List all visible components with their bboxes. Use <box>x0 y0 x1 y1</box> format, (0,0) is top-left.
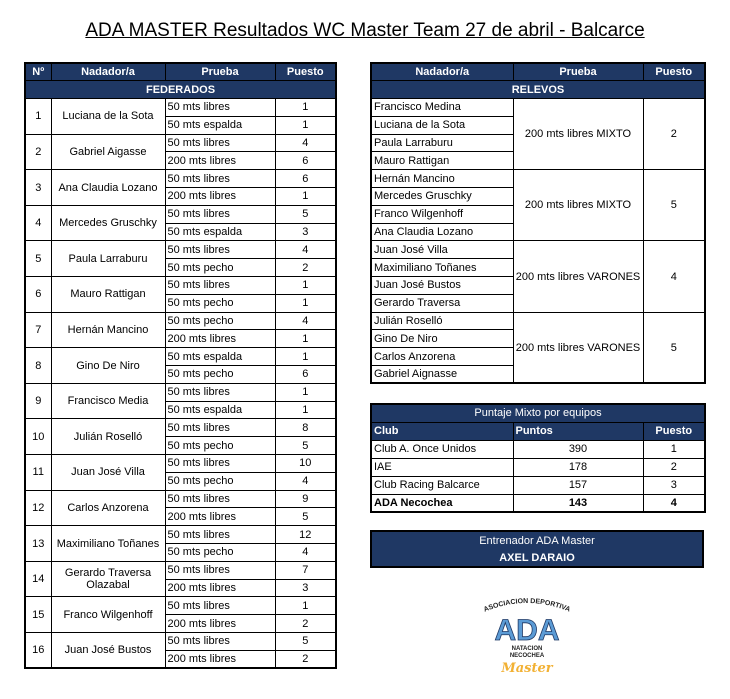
relay-event: 200 mts libres MIXTO <box>513 99 643 170</box>
event-place: 6 <box>275 366 336 384</box>
relay-place: 5 <box>643 312 705 383</box>
event-name: 50 mts libres <box>165 205 275 223</box>
club-place: 2 <box>643 458 705 476</box>
relay-member: Gabriel Aignasse <box>371 366 513 384</box>
table-row <box>25 419 336 437</box>
relay-member: Francisco Medina <box>371 99 513 117</box>
club-points: 157 <box>513 476 643 494</box>
logo-master: Master <box>501 661 553 676</box>
relay-member: Gerardo Traversa <box>371 294 513 312</box>
event-place: 5 <box>275 633 336 651</box>
event-place: 1 <box>275 330 336 348</box>
event-place: 6 <box>275 152 336 170</box>
event-place: 1 <box>275 116 336 134</box>
relay-member: Carlos Anzorena <box>371 348 513 366</box>
club-name: ADA Necochea <box>371 494 513 512</box>
logo-letters: ADA <box>494 614 560 647</box>
event-place: 4 <box>275 241 336 259</box>
relay-event: 200 mts libres VARONES <box>513 241 643 312</box>
swimmer-name: Paula Larraburu <box>51 241 165 277</box>
event-name: 50 mts pecho <box>165 366 275 384</box>
event-name: 50 mts espalda <box>165 116 275 134</box>
relay-member: Mercedes Gruschky <box>371 188 513 206</box>
swimmer-name: Gabriel Aigasse <box>51 134 165 170</box>
col-header-points: Puntos <box>513 422 643 440</box>
col-header-club: Club <box>371 422 513 440</box>
table-header-row <box>25 63 336 81</box>
club-place: 4 <box>643 494 705 512</box>
table-row <box>25 312 336 330</box>
table-row <box>25 383 336 401</box>
team-score-title: Puntaje Mixto por equipos <box>371 404 705 422</box>
event-name: 50 mts pecho <box>165 544 275 562</box>
event-place: 4 <box>275 312 336 330</box>
col-header-place: Puesto <box>643 63 705 81</box>
table-row <box>371 440 705 458</box>
relay-member: Hernán Mancino <box>371 170 513 188</box>
relay-member: Julián Roselló <box>371 312 513 330</box>
event-name: 50 mts espalda <box>165 223 275 241</box>
team-score-table <box>370 403 706 513</box>
swimmer-name: Ana Claudia Lozano <box>51 170 165 206</box>
relay-member: Paula Larraburu <box>371 134 513 152</box>
col-header-place: Puesto <box>643 422 705 440</box>
table-row <box>25 170 336 188</box>
logo-natacion: NATACION <box>511 646 543 652</box>
relay-place: 2 <box>643 99 705 170</box>
club-points: 178 <box>513 458 643 476</box>
table-header-row <box>371 422 705 440</box>
swimmer-number: 4 <box>25 205 51 241</box>
swimmer-number: 15 <box>25 597 51 633</box>
event-name: 200 mts libres <box>165 188 275 206</box>
event-name: 50 mts libres <box>165 633 275 651</box>
swimmer-name: Maximiliano Toñanes <box>51 526 165 562</box>
relay-member: Juan José Bustos <box>371 277 513 295</box>
event-name: 200 mts libres <box>165 508 275 526</box>
event-name: 200 mts libres <box>165 330 275 348</box>
relay-member: Gino De Niro <box>371 330 513 348</box>
event-place: 9 <box>275 490 336 508</box>
relay-place: 5 <box>643 170 705 241</box>
swimmer-number: 16 <box>25 633 51 669</box>
table-row <box>371 494 705 512</box>
club-place: 3 <box>643 476 705 494</box>
logo-necochea: NECOCHEA <box>509 653 545 659</box>
event-place: 2 <box>275 259 336 277</box>
swimmer-name: Luciana de la Sota <box>51 99 165 135</box>
event-place: 2 <box>275 615 336 633</box>
event-place: 1 <box>275 99 336 117</box>
event-place: 1 <box>275 383 336 401</box>
table-row <box>25 99 336 117</box>
table-row <box>25 526 336 544</box>
col-header-event: Prueba <box>513 63 643 81</box>
event-name: 50 mts pecho <box>165 312 275 330</box>
swimmer-name: Carlos Anzorena <box>51 490 165 526</box>
section-federados: FEDERADOS <box>25 81 336 99</box>
relays-table <box>370 62 706 384</box>
event-place: 1 <box>275 597 336 615</box>
swimmer-number: 2 <box>25 134 51 170</box>
club-points: 390 <box>513 440 643 458</box>
coach-box <box>370 530 704 568</box>
event-name: 50 mts libres <box>165 597 275 615</box>
event-name: 50 mts libres <box>165 490 275 508</box>
event-name: 200 mts libres <box>165 650 275 668</box>
swimmer-number: 7 <box>25 312 51 348</box>
event-place: 1 <box>275 294 336 312</box>
col-header-number: Nº <box>25 63 51 81</box>
club-place: 1 <box>643 440 705 458</box>
ada-logo <box>472 588 582 680</box>
club-name: Club A. Once Unidos <box>371 440 513 458</box>
relay-event: 200 mts libres MIXTO <box>513 170 643 241</box>
event-name: 50 mts libres <box>165 241 275 259</box>
table-row <box>371 476 705 494</box>
col-header-swimmer: Nadador/a <box>371 63 513 81</box>
club-points: 143 <box>513 494 643 512</box>
event-place: 10 <box>275 455 336 473</box>
event-place: 4 <box>275 544 336 562</box>
event-place: 3 <box>275 579 336 597</box>
event-name: 200 mts libres <box>165 152 275 170</box>
event-place: 1 <box>275 348 336 366</box>
event-name: 50 mts libres <box>165 455 275 473</box>
event-place: 4 <box>275 134 336 152</box>
event-name: 50 mts libres <box>165 383 275 401</box>
event-name: 50 mts libres <box>165 419 275 437</box>
table-row <box>371 312 705 330</box>
table-row <box>371 170 705 188</box>
swimmer-number: 5 <box>25 241 51 277</box>
coach-label: Entrenador ADA Master <box>371 531 703 549</box>
page-title: ADA MASTER Resultados WC Master Team 27 de abril - Balcarce <box>85 20 645 41</box>
event-place: 8 <box>275 419 336 437</box>
swimmer-number: 9 <box>25 383 51 419</box>
table-row <box>25 205 336 223</box>
event-name: 50 mts pecho <box>165 294 275 312</box>
event-name: 50 mts libres <box>165 99 275 117</box>
swimmer-number: 14 <box>25 561 51 597</box>
swimmer-number: 12 <box>25 490 51 526</box>
swimmer-name: Juan José Bustos <box>51 633 165 669</box>
swimmer-name: Julián Roselló <box>51 419 165 455</box>
event-name: 50 mts espalda <box>165 348 275 366</box>
table-row <box>371 241 705 259</box>
relay-place: 4 <box>643 241 705 312</box>
col-header-place: Puesto <box>275 63 336 81</box>
relay-member: Maximiliano Toñanes <box>371 259 513 277</box>
logo-top-text: ASOCIACION DEPORTIVA <box>482 597 572 614</box>
swimmer-number: 1 <box>25 99 51 135</box>
section-relevos: RELEVOS <box>371 81 705 99</box>
table-row <box>25 348 336 366</box>
swimmer-name: Gerardo Traversa Olazabal <box>51 561 165 597</box>
event-place: 7 <box>275 561 336 579</box>
swimmer-number: 8 <box>25 348 51 384</box>
event-name: 50 mts libres <box>165 526 275 544</box>
swimmer-name: Mauro Rattigan <box>51 277 165 313</box>
table-row <box>25 633 336 651</box>
swimmer-name: Gino De Niro <box>51 348 165 384</box>
table-row <box>371 458 705 476</box>
relay-member: Franco Wilgenhoff <box>371 205 513 223</box>
swimmer-number: 13 <box>25 526 51 562</box>
event-place: 5 <box>275 205 336 223</box>
relay-member: Ana Claudia Lozano <box>371 223 513 241</box>
event-name: 50 mts libres <box>165 170 275 188</box>
event-place: 5 <box>275 437 336 455</box>
relay-member: Mauro Rattigan <box>371 152 513 170</box>
event-name: 50 mts pecho <box>165 437 275 455</box>
event-place: 6 <box>275 170 336 188</box>
event-place: 1 <box>275 277 336 295</box>
col-header-event: Prueba <box>165 63 275 81</box>
table-row <box>25 241 336 259</box>
event-place: 2 <box>275 650 336 668</box>
event-name: 50 mts espalda <box>165 401 275 419</box>
event-place: 3 <box>275 223 336 241</box>
event-name: 50 mts libres <box>165 561 275 579</box>
coach-name: AXEL DARAIO <box>371 549 703 567</box>
table-row <box>371 99 705 117</box>
table-row <box>25 490 336 508</box>
event-name: 50 mts pecho <box>165 259 275 277</box>
event-name: 50 mts pecho <box>165 472 275 490</box>
event-place: 4 <box>275 472 336 490</box>
event-name: 200 mts libres <box>165 579 275 597</box>
swimmer-name: Juan José Villa <box>51 455 165 491</box>
individual-results-table <box>24 62 337 669</box>
table-header-row <box>371 63 705 81</box>
col-header-swimmer: Nadador/a <box>51 63 165 81</box>
swimmer-number: 3 <box>25 170 51 206</box>
swimmer-number: 10 <box>25 419 51 455</box>
relay-event: 200 mts libres VARONES <box>513 312 643 383</box>
swimmer-number: 6 <box>25 277 51 313</box>
event-name: 50 mts libres <box>165 134 275 152</box>
relay-member: Luciana de la Sota <box>371 116 513 134</box>
table-row <box>25 561 336 579</box>
swimmer-name: Hernán Mancino <box>51 312 165 348</box>
relay-member: Juan José Villa <box>371 241 513 259</box>
table-row <box>25 134 336 152</box>
swimmer-name: Mercedes Gruschky <box>51 205 165 241</box>
event-place: 12 <box>275 526 336 544</box>
event-name: 50 mts libres <box>165 277 275 295</box>
club-name: IAE <box>371 458 513 476</box>
club-name: Club Racing Balcarce <box>371 476 513 494</box>
event-place: 1 <box>275 401 336 419</box>
table-row <box>25 455 336 473</box>
event-place: 5 <box>275 508 336 526</box>
swimmer-name: Francisco Media <box>51 383 165 419</box>
swimmer-number: 11 <box>25 455 51 491</box>
event-place: 1 <box>275 188 336 206</box>
table-row <box>25 597 336 615</box>
event-name: 200 mts libres <box>165 615 275 633</box>
table-row <box>25 277 336 295</box>
swimmer-name: Franco Wilgenhoff <box>51 597 165 633</box>
